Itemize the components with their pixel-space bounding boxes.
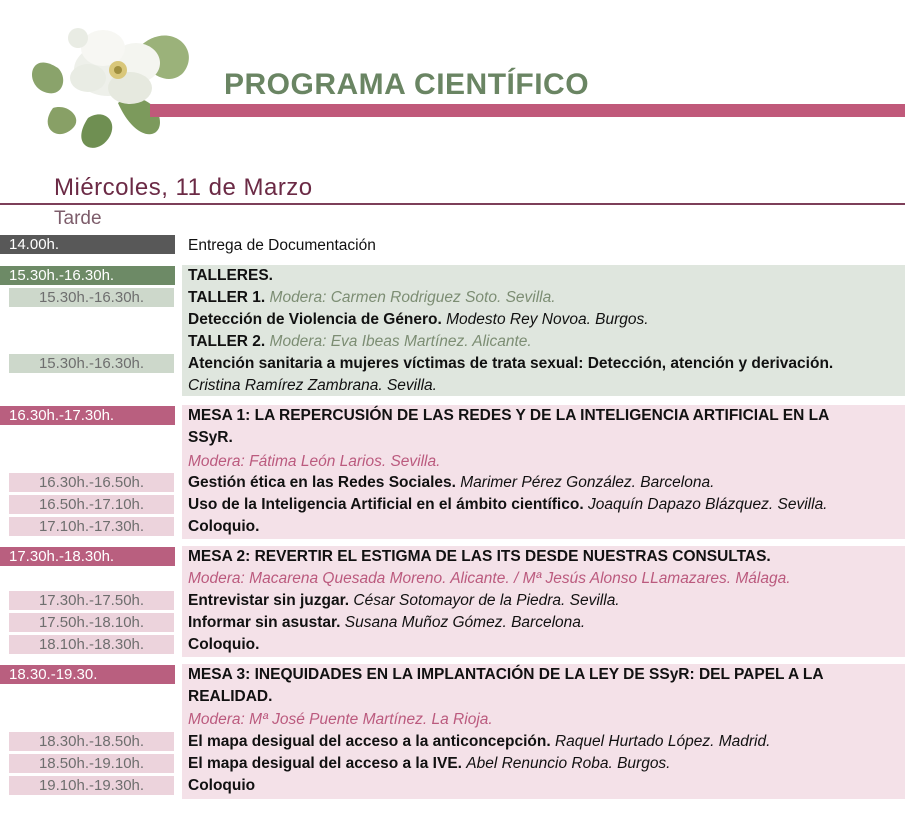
time-label: 15.30h.-16.30h. — [9, 354, 174, 373]
speaker: Susana Muñoz Gómez. Barcelona. — [344, 614, 586, 631]
entry-title: El mapa desigual del acceso a la IVE. — [188, 755, 462, 772]
time-label: 18.10h.-18.30h. — [9, 635, 174, 654]
speaker: Marimer Pérez González. Barcelona. — [460, 474, 715, 491]
entry-title: Atención sanitaria a mujeres víctimas de trata sexual: Detección, atención y derivación. — [188, 355, 834, 372]
moderator: Modera: Carmen Rodriguez Soto. Sevilla. — [269, 289, 556, 306]
time-label: 17.30h.-17.50h. — [9, 591, 174, 610]
schedule-row — [0, 234, 905, 255]
moderator: Modera: Eva Ibeas Martínez. Alicante. — [269, 333, 532, 350]
entry-text: Entrega de Documentación — [188, 237, 376, 254]
section-title: MESA 3: INEQUIDADES EN LA IMPLANTACIÓN DE LA LEY DE SSyR: DEL PAPEL A LA — [188, 666, 824, 683]
time-label: 16.30h.-16.50h. — [9, 473, 174, 492]
speaker: Cristina Ramírez Zambrana. Sevilla. — [188, 377, 437, 394]
day-divider — [0, 203, 905, 205]
title-accent-bar — [150, 104, 905, 117]
entry-title: Coloquio. — [188, 518, 260, 535]
entry-title: TALLER 1. — [188, 289, 266, 306]
speaker: Modesto Rey Novoa. Burgos. — [446, 311, 649, 328]
entry-title: Detección de Violencia de Género. — [188, 311, 442, 328]
time-label: 15.30h.-16.30h. — [0, 266, 175, 285]
speaker: Raquel Hurtado López. Madrid. — [554, 733, 771, 750]
time-label: 16.50h.-17.10h. — [9, 495, 174, 514]
time-label: 14.00h. — [0, 235, 175, 254]
moderator: Modera: Mª José Puente Martínez. La Rioja. — [188, 711, 493, 728]
time-label: 17.50h.-18.10h. — [9, 613, 174, 632]
entry-title: Coloquio — [188, 777, 256, 794]
entry-title: El mapa desigual del acceso a la anticoncepción. — [188, 733, 551, 750]
section-title-cont: REALIDAD. — [188, 688, 273, 705]
section-title: TALLERES. — [188, 267, 273, 284]
moderator: Modera: Macarena Quesada Moreno. Alicante. / Mª Jesús Alonso LLamazares. Málaga. — [188, 570, 791, 587]
day-heading: Miércoles, 11 de Marzo — [54, 174, 313, 201]
entry-title: Entrevistar sin juzgar. — [188, 592, 350, 609]
section-title: MESA 2: REVERTIR EL ESTIGMA DE LAS ITS DESDE NUESTRAS CONSULTAS. — [188, 548, 771, 565]
time-label: 17.30h.-18.30h. — [0, 547, 175, 566]
time-label: 18.30h.-18.50h. — [9, 732, 174, 751]
speaker: Joaquín Dapazo Blázquez. Sevilla. — [587, 496, 828, 513]
entry-title: TALLER 2. — [188, 333, 266, 350]
entry-title: Uso de la Inteligencia Artificial en el ámbito científico. — [188, 496, 584, 513]
section-title-cont: SSyR. — [188, 429, 233, 446]
speaker: Abel Renuncio Roba. Burgos. — [466, 755, 671, 772]
time-label: 15.30h.-16.30h. — [9, 288, 174, 307]
speaker: César Sotomayor de la Piedra. Sevilla. — [353, 592, 620, 609]
entry-title: Gestión ética en las Redes Sociales. — [188, 474, 456, 491]
period-label: Tarde — [54, 208, 102, 229]
time-label: 18.30.-19.30. — [0, 665, 175, 684]
entry-title: Informar sin asustar. — [188, 614, 341, 631]
flower-illustration — [18, 8, 208, 163]
moderator: Modera: Fátima León Larios. Sevilla. — [188, 453, 441, 470]
section-title: MESA 1: LA REPERCUSIÓN DE LAS REDES Y DE LA INTELIGENCIA ARTIFICIAL EN LA — [188, 407, 830, 424]
time-label: 18.50h.-19.10h. — [9, 754, 174, 773]
time-label: 16.30h.-17.30h. — [0, 406, 175, 425]
time-label: 17.10h.-17.30h. — [9, 517, 174, 536]
page-title: PROGRAMA CIENTÍFICO — [224, 68, 590, 101]
entry-title: Coloquio. — [188, 636, 260, 653]
time-label: 19.10h.-19.30h. — [9, 776, 174, 795]
